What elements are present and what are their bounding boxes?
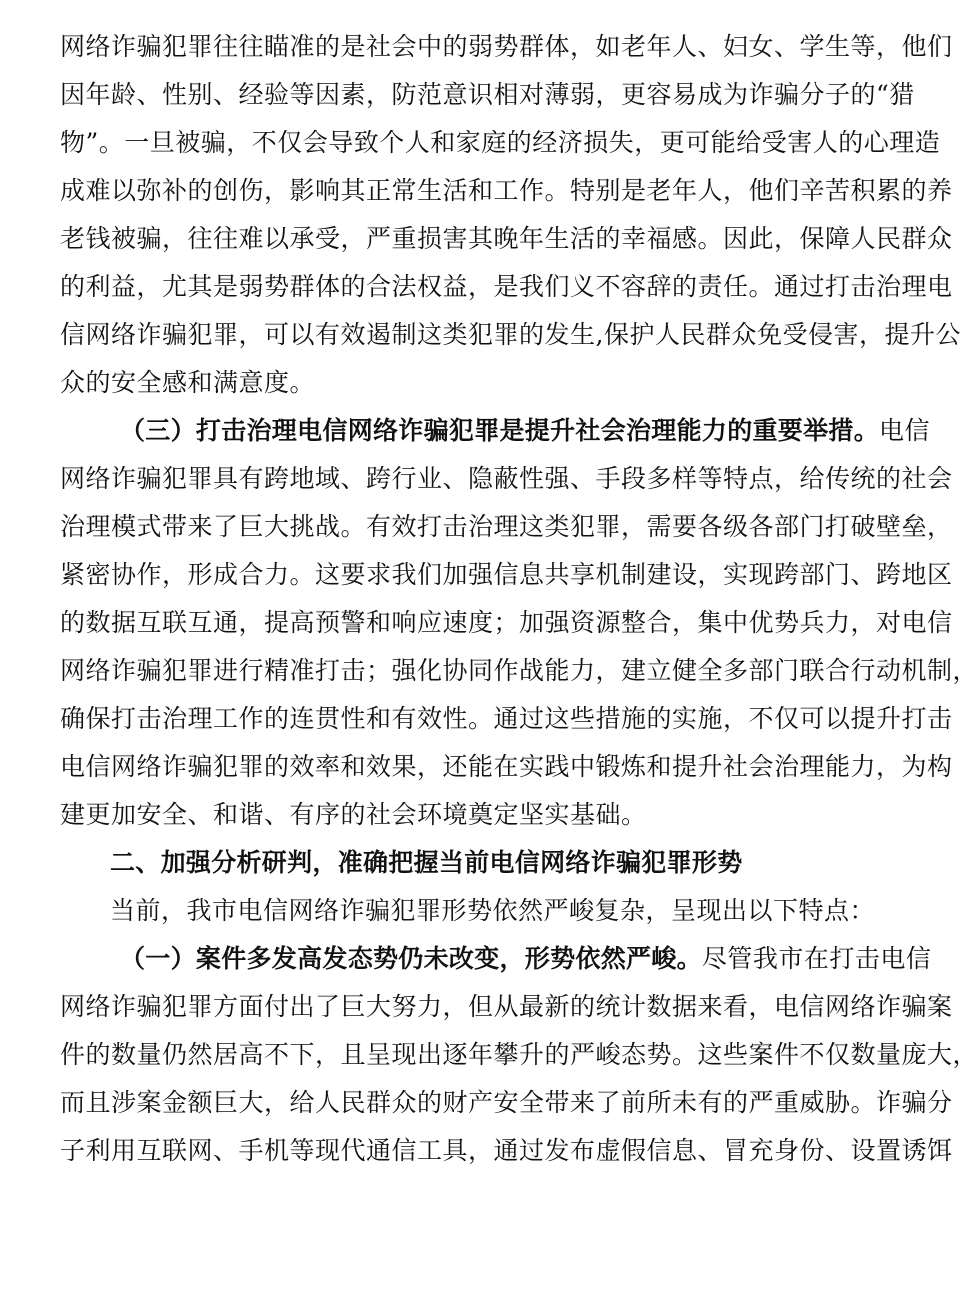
paragraph-line: 件的数量仍然居高不下，且呈现出逐年攀升的严峻态势。这些案件不仅数量庞大， <box>60 1040 978 1069</box>
paragraph-line: 网络诈骗犯罪往往瞄准的是社会中的弱势群体，如老年人、妇女、学生等，他们 <box>60 32 953 61</box>
paragraph-line: 的数据互联互通，提高预警和响应速度；加强资源整合，集中优势兵力，对电信 <box>60 608 953 637</box>
paragraph-line: 子利用互联网、手机等现代通信工具，通过发布虚假信息、冒充身份、设置诱饵 <box>60 1136 953 1165</box>
paragraph-line: 成难以弥补的创伤，影响其正常生活和工作。特别是老年人，他们辛苦积累的养 <box>60 176 953 205</box>
section-1-first-text: 尽管我市在打击电信 <box>701 944 932 973</box>
part-2-intro: 当前，我市电信网络诈骗犯罪形势依然严峻复杂，呈现出以下特点： <box>110 896 876 925</box>
paragraph-line: 信网络诈骗犯罪，可以有效遏制这类犯罪的发生,保护人民群众免受侵害，提升公 <box>60 320 961 349</box>
paragraph-line: 网络诈骗犯罪进行精准打击；强化协同作战能力，建立健全多部门联合行动机制， <box>60 656 978 685</box>
section-3-first-line <box>120 414 930 448</box>
section-3-first-text: 电信 <box>879 416 931 445</box>
section-1-first-line <box>120 942 931 976</box>
paragraph-line: 确保打击治理工作的连贯性和有效性。通过这些措施的实施，不仅可以提升打击 <box>60 704 953 733</box>
paragraph-line: 物”。一旦被骗，不仅会导致个人和家庭的经济损失，更可能给受害人的心理造 <box>60 128 941 157</box>
paragraph-line: 网络诈骗犯罪方面付出了巨大努力，但从最新的统计数据来看，电信网络诈骗案 <box>60 992 953 1021</box>
paragraph-line: 治理模式带来了巨大挑战。有效打击治理这类犯罪，需要各级各部门打破壁垒， <box>60 512 953 541</box>
paragraph-line: 老钱被骗，往往难以承受，严重损害其晚年生活的幸福感。因此，保障人民群众 <box>60 224 953 253</box>
paragraph-line: 网络诈骗犯罪具有跨地域、跨行业、隐蔽性强、手段多样等特点，给传统的社会 <box>60 464 953 493</box>
paragraph-line: 建更加安全、和谐、有序的社会环境奠定坚实基础。 <box>60 800 647 829</box>
paragraph-line: 众的安全感和满意度。 <box>60 368 316 397</box>
section-1-heading: （一）案件多发高发态势仍未改变，形势依然严峻。 <box>120 944 702 973</box>
paragraph-line: 紧密协作，形成合力。这要求我们加强信息共享机制建设，实现跨部门、跨地区 <box>60 560 953 589</box>
paragraph-line: 的利益，尤其是弱势群体的合法权益，是我们义不容辞的责任。通过打击治理电 <box>60 272 953 301</box>
part-2-heading: 二、加强分析研判，准确把握当前电信网络诈骗犯罪形势 <box>110 848 743 877</box>
section-3-heading: （三）打击治理电信网络诈骗犯罪是提升社会治理能力的重要举措。 <box>120 416 880 445</box>
paragraph-line: 电信网络诈骗犯罪的效率和效果，还能在实践中锻炼和提升社会治理能力，为构 <box>60 752 953 781</box>
paragraph-line: 因年龄、性别、经验等因素，防范意识相对薄弱，更容易成为诈骗分子的“猎 <box>60 80 915 109</box>
paragraph-line: 而且涉案金额巨大，给人民群众的财产安全带来了前所未有的严重威胁。诈骗分 <box>60 1088 953 1117</box>
